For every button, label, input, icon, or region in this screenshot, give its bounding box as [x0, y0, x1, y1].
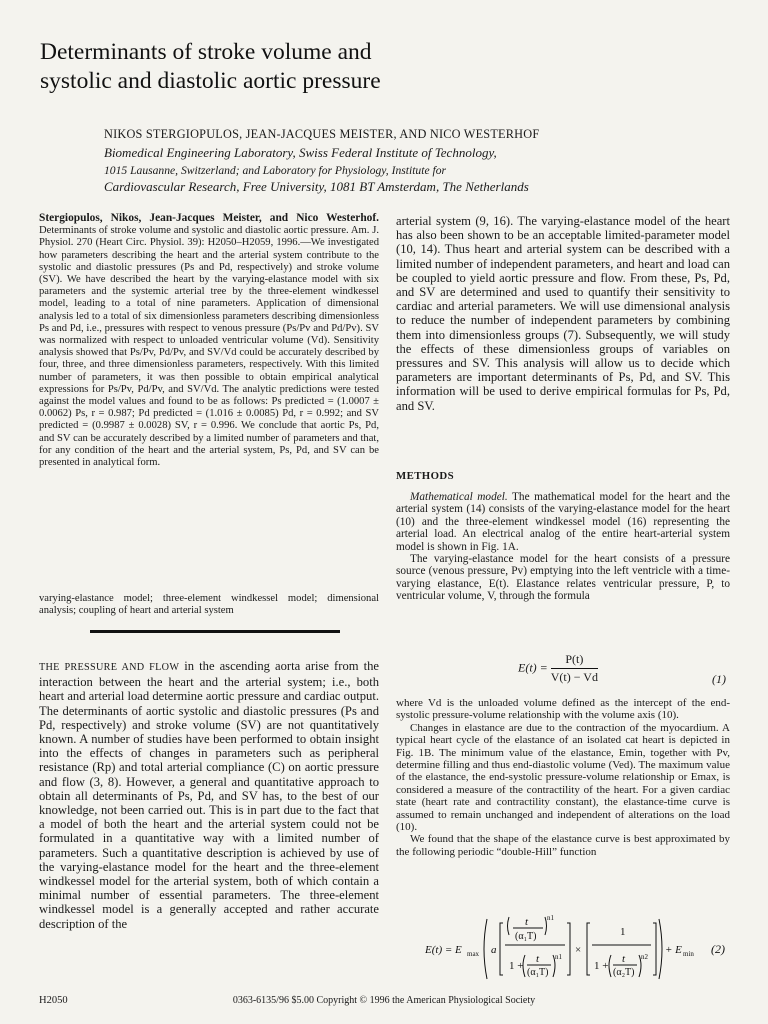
introduction	[39, 659, 379, 931]
keywords: varying-elastance model; three-element windkessel model; dimensional analysis; coupling of heart and arterial system	[39, 593, 379, 617]
abstract-body: Determinants of stroke volume and systolic and diastolic aortic pressure. Am. J. Physiol. 270 (Heart Circ. Physiol. 39): H2050–H2059, 1996.—We investigated how parameters describing the heart and the arterial system contribute to the systolic and diastolic pressures (Ps and Pd, respectively) and stroke volume (SV). We have described the heart by the varying-elastance model with six parameters and the systemic arterial tree by the three-element windkessel model, leading to a total of nine parameters. Application of dimensional analysis led to a total of six dimensionless parameters describing dimensionless Ps and Pd, i.e., pressures with respect to venous pressure (Ps/Pv and Pd/Pv). SV was normalized with respect to unloaded ventricular volume (Vd). Sensitivity analysis showed that Ps/Pv, Pd/Pv, and SV/Vd could be accurately described by four, three, and three dimensionless parameters, respectively. With this limited number of parameters, it was then possible to obtain empirical analytical expressions for Ps/Pv, Pd/Pv, and SV/Vd. The analytic predictions were tested against the model values and found to be as follows: Ps predicted = (1.0007 ± 0.0062) Ps, r = 0.987; Pd predicted = (1.016 ± 0.0085) Pd, r = 0.992; and SV predicted = (0.9987 ± 0.0028) SV, r = 0.996. We conclude that aortic Ps, Pd, and SV can be accurately described by a limited number of parameters and that, for any condition of the heart and the arterial system, Ps, Pd, and SV can be presented in analytical form.	[39, 225, 379, 469]
copyright-line: 0363-6135/96 $5.00 Copyright © 1996 the American Physiological Society	[232, 995, 536, 1006]
intro-body: in the ascending aorta arise from the interaction between the heart and the arterial system; i.e., both heart and arterial load determine aortic pressure and cardiac output. The determinants of aortic systolic and diastolic pressures (Ps and Pd, respectively) and stroke volume (SV) are not quantitatively known. A number of studies have been performed to obtain insight into the effects of changes in parameters such as peripheral resistance (Rp) and total arterial compliance (C) on aortic pressure and flow (3, 8). However, a general and quantitative approach to obtain all determinants of Ps, Pd, and SV has, to the best of our knowledge, not been carried out. This is in part due to the fact that a model of both the heart and the arterial system could not be formulated in a quantitative way with a limited number of parameters. Such a quantitative description is achieved by use of the varying-elastance model for the heart and the three-element windkessel model for the arterial system, both of which contain a minimal number of essential parameters. The three-element windkessel model is a generally accepted and rather accurate description of the	[39, 659, 379, 931]
svg-text:n2: n2	[641, 953, 648, 961]
methods-paragraph-2: The varying-elastance model for the heart consists of a pressure source (venous pressure, Pv) emptying into the left ventricle with a time-varying elastance, E(t). Elastance relates ventricular pressure, P, to ventricular volume, V, through the formula	[396, 553, 730, 603]
svg-text:1: 1	[620, 926, 626, 938]
svg-text:min: min	[683, 950, 694, 958]
elastance-paragraph: Changes in elastance are due to the contraction of the myocardium. A typical heart cycle of the elastance of an isolated cat heart is depicted in Fig. 1B. The minimum value of the elastance, Emin, together with Pv, determine filling and thus end-diastolic volume (Ved). The maximum value of the elastance, the end-systolic pressure-volume relationship or Emax, is considered a measure of the contractility of the heart. For a given cardiac state (heart rate and contractility constant), the elastance-time curve is assumed to remain unchanged and independent of alterations on the load (10).	[396, 721, 730, 834]
eq1-denominator: V(t) − Vd	[550, 670, 598, 684]
equation-2	[425, 913, 725, 985]
methods-text	[396, 491, 730, 603]
section-divider	[90, 630, 340, 633]
svg-text:E(t) = E: E(t) = E	[425, 944, 462, 956]
page-number: H2050	[39, 995, 68, 1006]
after-eq1-text: where Vd is the unloaded volume defined as the intercept of the end-systolic pressure-volume relationship with the volume axis (10).	[396, 697, 730, 722]
equation-1-number: (1)	[712, 672, 726, 686]
eq1-lhs: E(t) =	[518, 660, 548, 675]
double-hill-paragraph: We found that the shape of the elastance curve is best approximated by the following periodic “double-Hill” function	[396, 833, 730, 858]
svg-text:(α₁T): (α₁T)	[527, 967, 549, 978]
svg-text:1 +: 1 +	[509, 960, 524, 972]
author-list: NIKOS STERGIOPULOS, JEAN-JACQUES MEISTER, AND NICO WESTERHOF	[104, 127, 540, 141]
svg-text:1 +: 1 +	[594, 960, 609, 972]
svg-text:+ E: + E	[665, 944, 682, 956]
eq1-fraction	[551, 652, 598, 685]
affiliation-line-3: Cardiovascular Research, Free University, 1081 BT Amsterdam, The Netherlands	[104, 179, 529, 194]
methods-paragraph-1: Mathematical model. The mathematical model for the heart and the arterial system (14) consists of the varying-elastance model for the heart (10) and the three-element windkessel model (16) representing the arterial load. An electrical analog of the entire heart-arterial system model is shown in Fig. 1A.	[396, 491, 730, 553]
equation-2-number: (2)	[711, 942, 725, 956]
abstract-authors: Stergiopulos, Nikos, Jean-Jacques Meister, and Nico Westerhof.	[39, 212, 379, 224]
methods-heading: METHODS	[396, 470, 454, 482]
svg-text:n1: n1	[547, 914, 554, 922]
intro-continued: arterial system (9, 16). The varying-elastance model of the heart has also been shown to be an acceptable limited-parameter model (10, 14). Thus heart and arterial system can be described with a limited number of independent parameters, and heart and load can be coupled to yield aortic pressure and flow. From these, Ps, Pd, and SV are determined and used to quantify their sensitivity to cardiac and arterial parameters. We will use dimensional analysis to reduce the number of independent parameters by combining them into dimensionless groups (7). Subsequently, we will study the effects of these dimensionless groups of variables on pressures and SV. This analysis will allow us to decide which parameters are important determinants of Ps, Pd, and SV. This information will be used to derive empirical formulas for Ps, Pd, and SV.	[396, 214, 730, 413]
article-title	[40, 38, 740, 96]
svg-text:t: t	[525, 916, 529, 928]
intro-lead: THE PRESSURE AND FLOW	[39, 662, 180, 673]
eq1-numerator: P(t)	[551, 652, 598, 669]
svg-text:(α₁T): (α₁T)	[515, 931, 537, 942]
methods-continued	[396, 697, 730, 858]
svg-text:t: t	[622, 953, 626, 965]
svg-text:×: ×	[575, 944, 582, 956]
equation-1	[518, 652, 598, 685]
svg-text:max: max	[467, 950, 480, 958]
affiliation-line-2: 1015 Lausanne, Switzerland; and Laboratory for Physiology, Institute for	[104, 164, 447, 177]
affiliation-line-1: Biomedical Engineering Laboratory, Swiss Federal Institute of Technology,	[104, 145, 497, 160]
title-line-1: Determinants of stroke volume and	[40, 39, 372, 65]
abstract	[39, 212, 379, 469]
svg-text:n1: n1	[555, 953, 562, 961]
title-line-2: systolic and diastolic aortic pressure	[40, 68, 381, 94]
svg-text:a: a	[491, 944, 497, 956]
svg-text:(α₂T): (α₂T)	[613, 967, 635, 978]
svg-text:t: t	[536, 953, 540, 965]
methods-subheading: Mathematical model.	[410, 491, 508, 503]
